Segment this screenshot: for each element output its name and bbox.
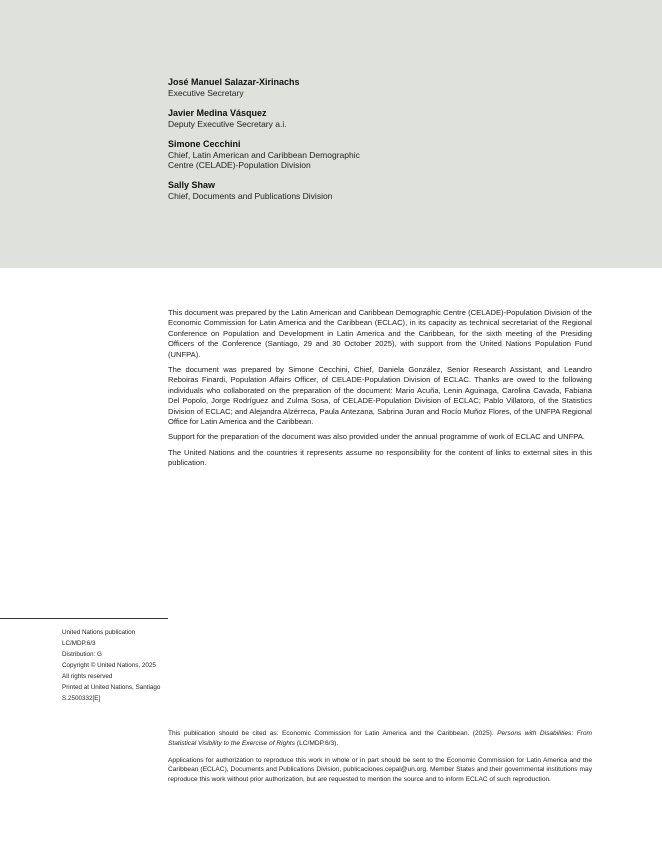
- staff-list: [168, 77, 588, 211]
- staff-name: Sally Shaw: [168, 180, 216, 190]
- staff-member: [168, 108, 588, 129]
- body-paragraph: Support for the preparation of the document was also provided under the annual programme of work of ECLAC and UNFPA.: [168, 432, 585, 442]
- staff-header-band: [0, 0, 662, 268]
- body-paragraph: The document was prepared by Simone Cecchini, Chief, Daniela González, Senior Research Assistant, and Leandro Reboiras Finardi, Population Affairs Officer, of CELADE-Population Division of ECLAC. Thanks are owed to the following individuals who collaborated on the preparation of the document: Mario Acuña, Lenin Aguinaga, Carolina Cavada, Fabiana Del Popolo, Jorge Rodríguez and Zulma Sosa, of CELADE-Population Division of ECLAC; Pablo Villatoro, of the Statistics Division of ECLAC; and Alejandra Alzérreca, Paula Antezana, Sabrina Juran and Rocío Muñoz Flores, of the UNFPA Regional Office for Latin America and the Caribbean.: [168, 365, 592, 427]
- staff-member: [168, 139, 588, 170]
- citation-title: Persons with Disabilities: From Statistical Visibility to the Exercise of Rights: [168, 730, 592, 747]
- publication-info-line: Copyright © United Nations, 2025: [62, 662, 156, 669]
- divider-rule: [0, 618, 168, 619]
- staff-member: [168, 180, 588, 201]
- staff-name: Javier Medina Vásquez: [168, 108, 267, 118]
- staff-member: [168, 77, 588, 98]
- staff-title: Centre (CELADE)-Population Division: [168, 160, 311, 170]
- body-paragraph: The United Nations and the countries it represents assume no responsibility for the content of links to external sites in this publication.: [168, 447, 592, 468]
- staff-name: Simone Cecchini: [168, 139, 241, 149]
- authorization-note: Applications for authorization to reproduce this work in whole or in part should be sent to the Economic Commission for Latin America and the Caribbean (ECLAC), Documents and Publications Division, publicaciones.cepal@un.org. Member States and their governmental institutions may reproduce this work without prior authorization, but are requested to mention the source and to inform ECLAC of such reproduction.: [168, 756, 592, 784]
- citation-note: [168, 729, 592, 749]
- staff-title: Chief, Latin American and Caribbean Demographic: [168, 150, 360, 160]
- publication-info-line: Distribution: G: [62, 651, 102, 658]
- citation-prefix: This publication should be cited as: Economic Commission for Latin America and the Caribbean. (2025).: [168, 730, 498, 737]
- citation-suffix: (LC/MDP.6/3).: [295, 739, 339, 747]
- staff-title: Deputy Executive Secretary a.i.: [168, 119, 287, 129]
- publication-info-line: All rights reserved: [62, 673, 113, 680]
- body-paragraph: This document was prepared by the Latin American and Caribbean Demographic Centre (CELADE)-Population Division of the Economic Commission for Latin America and the Caribbean (ECLAC), in its capacity as technical secretariat of the Regional Conference on Population and Development in Latin America and the Caribbean, for the sixth meeting of the Presiding Officers of the Conference (Santiago, 29 and 30 October 2025), with support from the United Nations Population Fund (UNFPA).: [168, 308, 592, 359]
- publication-info-line: LC/MDP.6/3: [62, 640, 96, 647]
- publication-info-line: S.2500332[E]: [62, 695, 101, 702]
- acknowledgements-text: [168, 308, 592, 474]
- staff-name: José Manuel Salazar-Xirinachs: [168, 77, 300, 87]
- staff-title: Chief, Documents and Publications Division: [168, 191, 333, 201]
- publication-info-line: United Nations publication: [62, 629, 136, 636]
- citation-block: [168, 729, 592, 792]
- staff-title: Executive Secretary: [168, 88, 244, 98]
- publication-info: [62, 627, 182, 704]
- publication-info-line: Printed at United Nations, Santiago: [62, 684, 161, 691]
